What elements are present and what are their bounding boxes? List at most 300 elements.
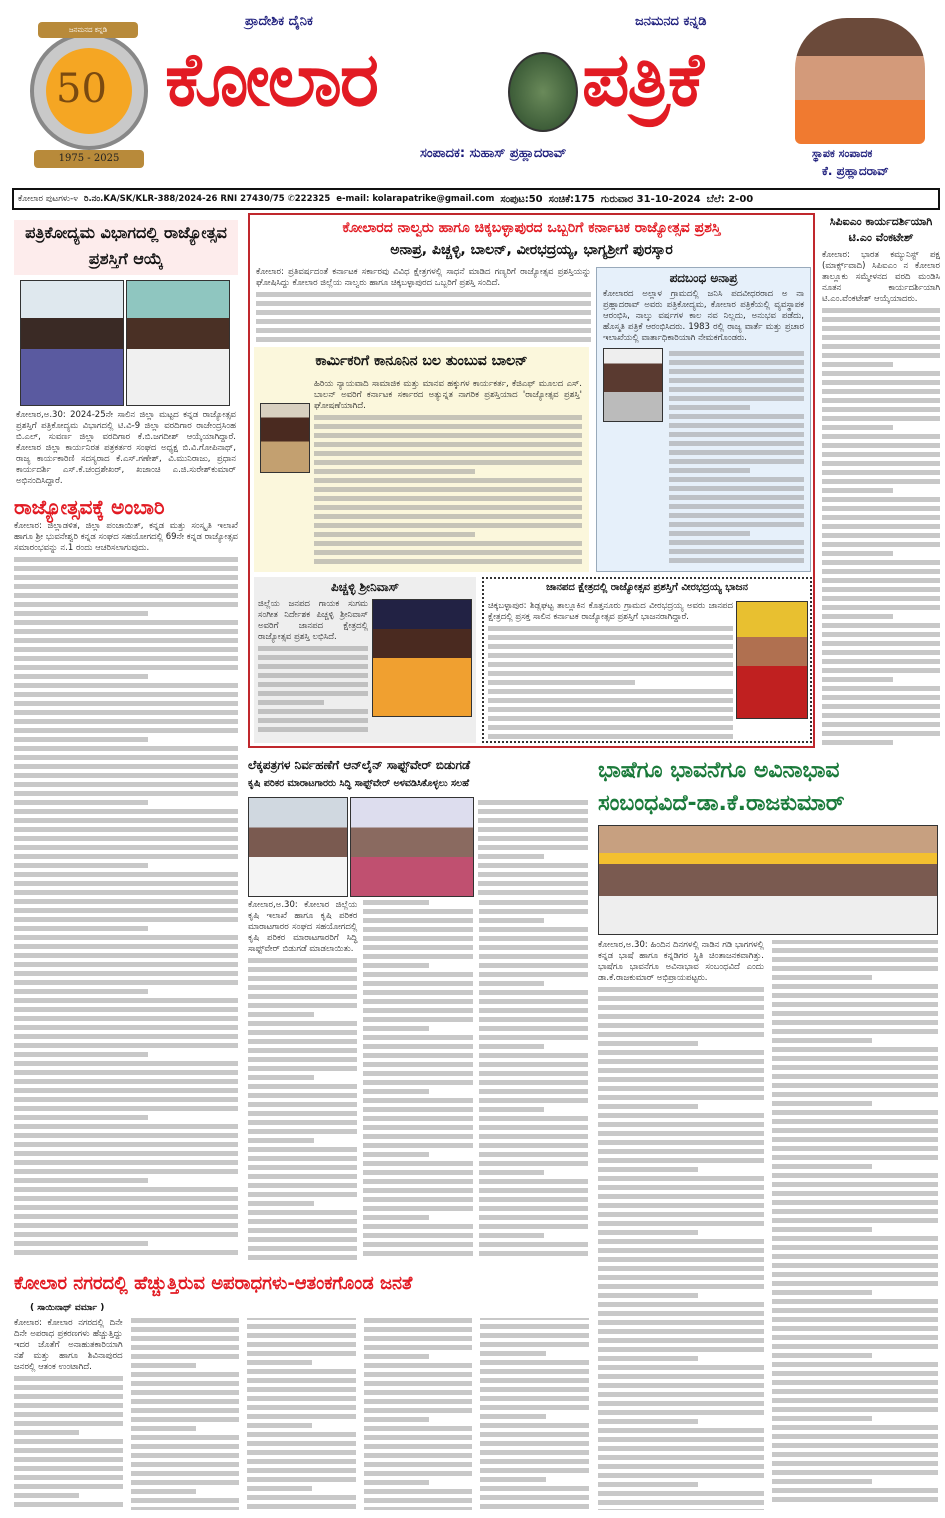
text-line [669, 441, 804, 446]
text-line [363, 1089, 429, 1094]
text-line [772, 1290, 872, 1295]
text-line [598, 1338, 764, 1343]
text-line [480, 1333, 589, 1338]
text-line [480, 1405, 589, 1410]
text-line [822, 389, 940, 394]
info-bar [12, 188, 940, 210]
text-line [14, 1493, 79, 1498]
text-line [14, 917, 238, 922]
text-line [363, 1098, 472, 1103]
veerabhadraiah-photo [736, 601, 808, 719]
text-line [479, 1215, 588, 1220]
text-line [14, 1394, 123, 1399]
awards-feature-box [248, 213, 815, 748]
text-line [772, 1218, 938, 1223]
text-line [131, 1453, 240, 1458]
text-line [772, 1479, 872, 1484]
text-line [14, 773, 238, 778]
text-line [772, 1191, 938, 1196]
text-line [479, 954, 588, 959]
text-line [598, 1401, 764, 1406]
text-line [479, 963, 588, 968]
text-line [131, 1381, 240, 1386]
text-line [314, 487, 582, 492]
text-line [247, 1360, 312, 1365]
text-line [480, 1504, 589, 1509]
text-line [364, 1453, 473, 1458]
anapra-photo-row [597, 346, 810, 571]
text-line [598, 1302, 764, 1307]
text-line [14, 566, 238, 571]
text-line [248, 1219, 357, 1224]
text-line [669, 423, 804, 428]
text-line [822, 632, 940, 637]
text-line [772, 1335, 938, 1340]
text-line [822, 569, 940, 574]
text-line [822, 533, 940, 538]
text-line [131, 1372, 240, 1377]
text-line [14, 1088, 238, 1093]
text-line [14, 647, 238, 652]
text-line [247, 1477, 356, 1482]
text-line [822, 461, 940, 466]
text-line [822, 344, 940, 349]
text-line [479, 900, 588, 905]
text-line [14, 782, 238, 787]
text-line [772, 948, 938, 953]
text-line [364, 1336, 473, 1341]
text-line [479, 1152, 588, 1157]
text-line [14, 854, 238, 859]
text-line [479, 1224, 588, 1229]
left-article-body: ಕೋಲಾರ,ಅ.30: 2024-25ನೇ ಸಾಲಿನ ಜಿಲ್ಲಾ ಮಟ್ಟದ ಕನ್ನಡ ರಾಜ್ಯೋತ್ಸವ ಪ್ರಶಸ್ತಿಗೆ ಪತ್ರಿಕೋದ್ಯಮ ವಿಭಾಗದಲ್ಲಿ ಟಿ.ವಿ-9 ಜಿಲ್ಲಾ ವರದಿಗಾರ ರಾಜೇಂದ್ರಸಿಂಹ ಬಿ.ಎಲ್, ಸುವರ್ಣ ಜಿಲ್ಲಾ ವರದಿಗಾರ ಕೆ.ಬಿ.ಜಗದೀಶ್ ಆಯ್ಕೆಯಾಗಿದ್ದಾರೆ. ಕೋಲಾರ ಜಿಲ್ಲಾ ಕಾರ್ಯನಿರತ ಪತ್ರಕರ್ತರ ಸಂಘದ ಅಧ್ಯಕ್ಷ ಬಿ.ವಿ.ಗೋಪಿನಾಥ್, ರಾಜ್ಯ ಕಾರ್ಯಕಾರಿಣಿ ಸದಸ್ಯರಾದ ಕೆ.ಎಸ್.ಗಣೇಶ್, ವಿ.ಮುನಿರಾಜು, ಪ್ರಧಾನ ಕಾರ್ಯದರ್ಶಿ ಎಸ್.ಕೆ.ಚಂದ್ರಶೇಖರ್, ಖಜಾಂಚಿ ಎ.ಜಿ.ಸುರೇಶ್‌ಕುಮಾರ್ ಅಭಿನಂದಿಸಿದ್ದಾರೆ. [16, 410, 236, 486]
text-line [669, 351, 804, 356]
text-line [14, 1205, 238, 1210]
text-line [479, 1071, 588, 1076]
text-line [488, 671, 733, 676]
text-line [14, 656, 238, 661]
text-line [488, 734, 733, 739]
text-line [14, 1502, 123, 1507]
text-line [478, 872, 588, 877]
text-line [14, 953, 238, 958]
text-line [364, 1444, 473, 1449]
text-line [258, 646, 368, 651]
text-line [478, 836, 588, 841]
text-line [14, 971, 238, 976]
text-line [479, 1098, 588, 1103]
text-line [14, 1430, 79, 1435]
pichalli-title: ಪಿಚ್ಚಳ್ಳಿ ಶ್ರೀನಿವಾಸ್ [331, 580, 399, 594]
text-line [480, 1468, 589, 1473]
text-line [822, 434, 940, 439]
right-headline: ಸಿಪಿಐಎಂ ಕಾರ್ಯದರ್ಶಿಯಾಗಿ ಟಿ.ಎಂ ವೆಂಕಟೇಶ್ [829, 215, 933, 244]
text-line [598, 1275, 764, 1280]
text-line [479, 1233, 545, 1238]
text-line [598, 1473, 764, 1478]
text-line [314, 532, 475, 537]
text-line [14, 1124, 238, 1129]
text-line [822, 605, 940, 610]
text-line [248, 1120, 357, 1125]
anapra-box [596, 267, 811, 572]
text-line [480, 1414, 545, 1419]
text-line [822, 668, 940, 673]
text-line [772, 1128, 938, 1133]
text-line [363, 936, 472, 941]
text-line [363, 900, 429, 905]
text-line [314, 559, 582, 564]
text-line [314, 496, 582, 501]
veerabhadraiah-box [482, 577, 812, 743]
text-line [598, 1320, 764, 1325]
text-line [822, 425, 893, 430]
text-line [478, 881, 588, 886]
text-line [248, 1084, 357, 1089]
text-line [772, 1497, 938, 1502]
text-line [247, 1324, 356, 1329]
text-line [772, 1389, 938, 1394]
veerabhadraiah-body: ಚಿಕ್ಕಬಳ್ಳಾಪುರ: ಶಿಡ್ಲಘಟ್ಟ ತಾಲ್ಲೂಕಿನ ಕೊತ್ತನೂರು ಗ್ರಾಮದ ವೀರಭದ್ರಯ್ಯ ಅವರು ಜಾನಪದ ಕ್ಷೇತ್ರದಲ್ಲಿ ಪ್ರಸಕ್ತ ಸಾಲಿನ ಕರ್ನಾಟಕ ರಾಜ್ಯೋತ್ಸವ ಪ್ರಶಸ್ತಿಗೆ ಭಾಜನರಾಗಿದ್ದಾರೆ. [488, 601, 733, 739]
text-line [248, 1102, 357, 1107]
text-line [598, 1239, 764, 1244]
text-line [822, 416, 940, 421]
text-line [14, 728, 238, 733]
text-line [479, 1116, 588, 1121]
text-line [14, 1043, 238, 1048]
text-line [364, 1390, 473, 1395]
text-line [772, 1470, 938, 1475]
email: e-mail: kolarapatrike@gmail.com [336, 194, 495, 204]
text-line [822, 542, 940, 547]
text-line [14, 1133, 238, 1138]
text-line [363, 1134, 472, 1139]
text-line [598, 1194, 764, 1199]
text-line [248, 994, 357, 999]
text-line [363, 1161, 472, 1166]
text-line [14, 1466, 123, 1471]
text-line [248, 985, 357, 990]
text-line [364, 1327, 473, 1332]
text-line [14, 800, 148, 805]
text-line [314, 433, 582, 438]
text-line [772, 1488, 938, 1493]
text-line [14, 1106, 238, 1111]
text-line [598, 1203, 764, 1208]
text-line [598, 1149, 764, 1154]
text-line [131, 1408, 240, 1413]
text-line [363, 945, 472, 950]
text-line [822, 407, 940, 412]
text-line [14, 746, 238, 751]
tagline-right: ಜನಮನದ ಕನ್ನಡಿ [635, 14, 707, 29]
balan-photo [260, 403, 310, 473]
text-line [822, 317, 940, 322]
text-line [772, 1326, 938, 1331]
text-line [598, 1176, 764, 1181]
text-line [14, 809, 238, 814]
text-line [822, 497, 940, 502]
text-line [479, 1008, 588, 1013]
text-line [478, 890, 588, 895]
text-line [14, 1115, 148, 1120]
text-line [314, 442, 582, 447]
text-line [478, 818, 588, 823]
text-line [314, 550, 582, 555]
text-line [479, 1053, 588, 1058]
anapra-body-cont [669, 348, 804, 567]
text-line [669, 387, 804, 392]
text-line [14, 1196, 238, 1201]
text-line [598, 1257, 764, 1262]
text-line [772, 1263, 938, 1268]
crime-headline: ಕೋಲಾರ ನಗರದಲ್ಲಿ ಹೆಚ್ಚುತ್ತಿರುವ ಅಪರಾಧಗಳು-ಆತಂಕಗೊಂಡ ಜನತೆ [14, 1273, 413, 1294]
text-line [479, 1197, 588, 1202]
text-line [14, 1484, 123, 1489]
text-line [479, 1044, 545, 1049]
text-line [248, 1255, 357, 1260]
text-line [363, 918, 472, 923]
text-line [598, 1014, 764, 1019]
text-line [364, 1417, 429, 1422]
text-line [14, 791, 238, 796]
text-line [479, 909, 588, 914]
text-line [363, 1170, 472, 1175]
text-line [314, 415, 582, 420]
text-line [363, 1116, 472, 1121]
text-line [248, 967, 357, 972]
text-line [822, 371, 940, 376]
text-line [131, 1435, 240, 1440]
text-line [772, 1398, 938, 1403]
text-line [480, 1342, 589, 1347]
text-line [364, 1399, 473, 1404]
text-line [14, 1412, 123, 1417]
text-line [669, 558, 804, 563]
journalist-photo-2 [126, 280, 230, 406]
text-line [14, 989, 148, 994]
text-line [488, 725, 733, 730]
text-line [598, 1131, 764, 1136]
text-line [363, 1224, 472, 1229]
text-line [14, 1007, 238, 1012]
text-line [14, 935, 238, 940]
logo-number: 50 [56, 66, 107, 112]
text-line [772, 1236, 938, 1241]
text-line [822, 713, 940, 718]
text-line [14, 1142, 238, 1147]
text-line [363, 1188, 472, 1193]
text-line [14, 1178, 148, 1183]
text-line [598, 1185, 764, 1190]
text-line [247, 1423, 312, 1428]
text-line [488, 653, 733, 658]
text-line [480, 1477, 545, 1482]
text-line [364, 1489, 473, 1494]
text-line [248, 1246, 357, 1251]
text-line [314, 514, 582, 519]
text-line [14, 1439, 123, 1444]
text-line [669, 468, 750, 473]
text-line [14, 881, 238, 886]
text-line [772, 1245, 938, 1250]
text-line [598, 1167, 698, 1172]
text-line [131, 1336, 240, 1341]
text-line [364, 1480, 429, 1485]
text-line [598, 1086, 764, 1091]
text-line [822, 443, 940, 448]
text-line [822, 587, 940, 592]
text-line [131, 1354, 240, 1359]
text-line [478, 845, 588, 850]
text-line [479, 990, 588, 995]
text-line [822, 614, 893, 619]
text-line [363, 1143, 472, 1148]
text-line [822, 731, 940, 736]
text-line [14, 1457, 123, 1462]
volume: ಸಂಪುಟ:50 [500, 193, 543, 205]
software-body: ಕೋಲಾರ,ಅ.30: ಕೋಲಾರ ಜಿಲ್ಲೆಯ ಕೃಷಿ ಇಲಾಖೆ ಹಾಗೂ ಕೃಷಿ ಪರಿಕರ ಮಾರಾಟಗಾರರ ಸಂಘದ ಸಹಯೋಗದಲ್ಲಿ ಕೃಷಿ ಪರಿಕರ ಮಾರಾಟಗಾರರಿಗೆ ಸಿದ್ಧಿ ಸಾಫ್ಟ್‌ವೇರ್ ಬಿಡುಗಡೆ ಮಾಡಲಾಯಿತು. [248, 900, 588, 1260]
text-line [14, 836, 238, 841]
text-line [669, 450, 804, 455]
rajkumar-photo [598, 825, 938, 935]
text-line [14, 575, 238, 580]
text-line [364, 1462, 473, 1467]
text-line [488, 662, 733, 667]
text-line [669, 513, 804, 518]
text-line [14, 1097, 238, 1102]
text-line [364, 1408, 473, 1413]
text-line [479, 1026, 588, 1031]
text-line [822, 335, 940, 340]
text-line [669, 486, 804, 491]
text-line [14, 998, 238, 1003]
text-line [258, 727, 368, 732]
text-line [248, 1093, 357, 1098]
text-line [363, 909, 472, 914]
text-line [598, 1374, 764, 1379]
founder-label: ಸ್ಥಾಪಕ ಸಂಪಾದಕ [812, 147, 873, 160]
text-line [772, 1299, 938, 1304]
text-line [772, 1362, 938, 1367]
anapra-body: ಕೋಲಾರದ ಅಲ್ಲಾಳ ಗ್ರಾಮದಲ್ಲಿ ಜನಿಸಿ ಪದವೀಧರರಾದ ಅ ನಾ ಪ್ರಹ್ಲಾದರಾವ್ ಅವರು ಪತ್ರಿಕೋದ್ಯಮ, ಕೋಲಾರ ಪತ್ರಿಕೆಯಲ್ಲಿ ವ್ಯವಸ್ಥಾಪಕ ಆರಂಭಿಸಿ, ನಾಲ್ಕು ವರ್ಷಗಳ ಕಾಲ ನವ ನಿಲ್ಲದು, ಅನುಭವ ಪಡೆದು, ಹೊಸ್ಮತಿ ಪತ್ರಿಕೆ ಆರಂಭಿಸಿದರು. 1983 ರಲ್ಲಿ ರಾಜ್ಯ ವಾರ್ತೆ ಮತ್ತು ಪ್ರಚಾರ ಇಲಾಖೆಯಲ್ಲಿ ವಾರ್ತಾಧಿಕಾರಿಯಾಗಿ ನೇಮಕಗೊಂಡರು. [603, 289, 804, 343]
text-line [131, 1345, 240, 1350]
text-line [14, 980, 238, 985]
text-line [822, 308, 940, 313]
text-line [363, 1071, 472, 1076]
crime-byline: ( ಸಾಯಿನಾಥ್ ವರ್ಮಾ ) [30, 1303, 105, 1313]
text-line [480, 1360, 589, 1365]
text-line [131, 1327, 240, 1332]
text-line [598, 1311, 764, 1316]
text-line [363, 1008, 472, 1013]
text-line [822, 488, 893, 493]
text-line [248, 1156, 357, 1161]
text-line [258, 709, 368, 714]
text-line [480, 1459, 589, 1464]
text-line [772, 1110, 938, 1115]
text-line [248, 1138, 314, 1143]
text-line [822, 704, 940, 709]
text-line [822, 722, 940, 727]
editor-name: ಸಂಪಾದಕ: ಸುಹಾಸ್ ಪ್ರಹ್ಲಾದರಾವ್ [420, 146, 567, 161]
text-line [247, 1414, 356, 1419]
text-line [598, 1410, 764, 1415]
text-line [822, 353, 940, 358]
text-line [480, 1450, 589, 1455]
text-line [480, 1423, 589, 1428]
text-line [247, 1333, 356, 1338]
text-line [598, 1212, 764, 1217]
text-line [772, 1146, 938, 1151]
text-line [363, 1053, 472, 1058]
text-line [256, 310, 591, 315]
text-line [247, 1495, 356, 1500]
text-line [131, 1480, 240, 1485]
anapra-photo [603, 348, 663, 422]
text-line [772, 1353, 872, 1358]
software-headline: ಲೆಕ್ಕಪತ್ರಗಳ ನಿರ್ವಹಣೆಗೆ ಆನ್‌ಲೈನ್ ಸಾಫ್ಟ್‌ವೇರ್ ಬಿಡುಗಡೆ [248, 758, 471, 772]
text-line [772, 1155, 938, 1160]
text-line [598, 1428, 764, 1433]
text-line [822, 362, 893, 367]
text-line [772, 1344, 938, 1349]
text-line [14, 1061, 238, 1066]
text-line [14, 719, 238, 724]
text-line [248, 1030, 357, 1035]
text-line [772, 966, 938, 971]
rajkumar-headline-2: ಸಂಬಂಧವಿದೆ-ಡಾ.ಕೆ.ರಾಜಕುಮಾರ್ [598, 791, 845, 816]
text-line [247, 1396, 356, 1401]
text-line [14, 863, 148, 868]
text-line [479, 981, 545, 986]
text-line [772, 1443, 938, 1448]
software-photo-2 [350, 797, 474, 897]
text-line [14, 1214, 238, 1219]
text-line [248, 1048, 357, 1053]
text-line [131, 1498, 240, 1503]
text-line [598, 1104, 698, 1109]
text-line [772, 1254, 938, 1259]
text-line [131, 1426, 196, 1431]
text-line [598, 1500, 764, 1505]
text-line [488, 644, 733, 649]
text-line [772, 1101, 872, 1106]
text-line [822, 515, 940, 520]
text-line [772, 1119, 938, 1124]
text-line [256, 319, 591, 324]
text-line [598, 1068, 764, 1073]
text-line [14, 926, 148, 931]
text-line [131, 1489, 196, 1494]
text-line [479, 1242, 588, 1247]
text-line [14, 611, 148, 616]
software-body-right [478, 797, 588, 897]
balan-box [254, 347, 589, 572]
text-line [822, 659, 940, 664]
text-line [669, 522, 804, 527]
text-line [598, 1077, 764, 1082]
newspaper-title-part2: ಪತ್ರಿಕೆ [582, 37, 703, 123]
text-line [363, 1233, 472, 1238]
text-line [14, 629, 238, 634]
text-line [822, 560, 940, 565]
text-line [14, 737, 148, 742]
text-line [598, 1356, 698, 1361]
text-line [822, 470, 940, 475]
text-line [14, 872, 238, 877]
text-line [363, 981, 472, 986]
